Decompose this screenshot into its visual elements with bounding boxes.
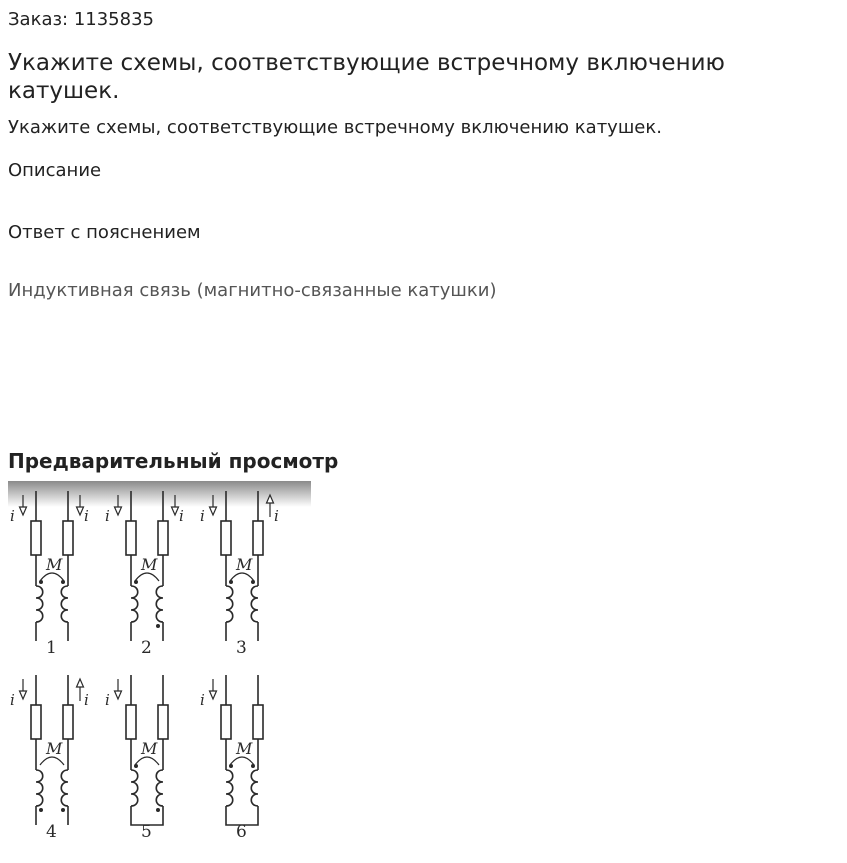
mutual-arc [230,573,254,581]
current-label-i1: i [200,691,205,709]
resistor-right [63,705,73,739]
current-label-i2: i [84,691,89,709]
resistor-right [253,705,263,739]
resistor-right [158,521,168,555]
coil-left [131,770,138,806]
mutual-label: M [236,739,253,758]
mutual-arc [230,757,254,765]
scheme-1 [10,491,89,658]
coil-right [251,586,258,622]
scheme-number: 5 [141,822,152,842]
marker-dot-right [251,580,255,584]
coil-left [226,586,233,622]
resistor-left [126,705,136,739]
current-arrow-i1 [20,679,27,699]
current-label-i2: i [84,507,89,525]
current-label-i1: i [10,507,15,525]
scheme-number: 3 [236,638,247,658]
coil-left [131,586,138,622]
coil-right [156,770,163,806]
scheme-2 [105,491,184,658]
description-heading: Описание [8,160,102,181]
mutual-arc [40,573,64,581]
current-arrow-i2 [77,679,84,701]
scheme-number: 6 [236,822,247,842]
current-label-i1: i [200,507,205,525]
scheme-3 [200,491,279,658]
resistor-left [126,521,136,555]
marker-dot-left [39,580,43,584]
marker-dot-left [134,764,138,768]
marker-dot-left [229,764,233,768]
marker-dot-right [251,764,255,768]
page-title: Укажите схемы, соответствующие встречному включению катушек. [8,50,725,104]
mutual-label: M [46,739,63,758]
current-label-i1: i [105,691,110,709]
topic-text: Индуктивная связь (магнитно-связанные катушки) [8,280,497,301]
resistor-left [31,705,41,739]
marker-dot-right [156,624,160,628]
mutual-label: M [141,739,158,758]
mutual-arc [135,757,159,765]
coil-right [251,770,258,806]
current-label-i1: i [10,691,15,709]
coil-right [61,770,68,806]
scheme-number: 1 [46,638,57,658]
mutual-arc [135,573,159,581]
marker-dot-right [156,808,160,812]
scheme-number: 2 [141,638,152,658]
mutual-arc [40,757,64,765]
coil-left [226,770,233,806]
current-label-i1: i [105,507,110,525]
image-top-shade [8,481,311,507]
answer-heading: Ответ с пояснением [8,222,201,243]
scheme-4 [10,675,89,842]
marker-dot-right [61,580,65,584]
coil-right [61,586,68,622]
current-arrow-i1 [210,679,217,699]
coil-left [36,770,43,806]
marker-dot-left [39,808,43,812]
mutual-label: M [236,555,253,574]
coil-right [156,586,163,622]
circuit-schemes-figure [8,481,311,863]
current-label-i2: i [274,507,279,525]
resistor-left [221,521,231,555]
preview-heading: Предварительный просмотр [8,449,339,473]
scheme-6 [200,675,263,842]
current-label-i2: i [179,507,184,525]
scheme-5 [105,675,168,842]
marker-dot-right [61,808,65,812]
resistor-right [253,521,263,555]
scheme-number: 4 [46,822,57,842]
mutual-label: M [46,555,63,574]
resistor-left [31,521,41,555]
marker-dot-left [134,580,138,584]
current-arrow-i1 [115,679,122,699]
marker-dot-left [229,580,233,584]
coil-left [36,586,43,622]
resistor-left [221,705,231,739]
preview-image [8,481,311,863]
mutual-label: M [141,555,158,574]
question-text: Укажите схемы, соответствующие встречному включению катушек. [8,117,662,138]
resistor-right [158,705,168,739]
order-number: Заказ: 1135835 [8,9,154,30]
resistor-right [63,521,73,555]
